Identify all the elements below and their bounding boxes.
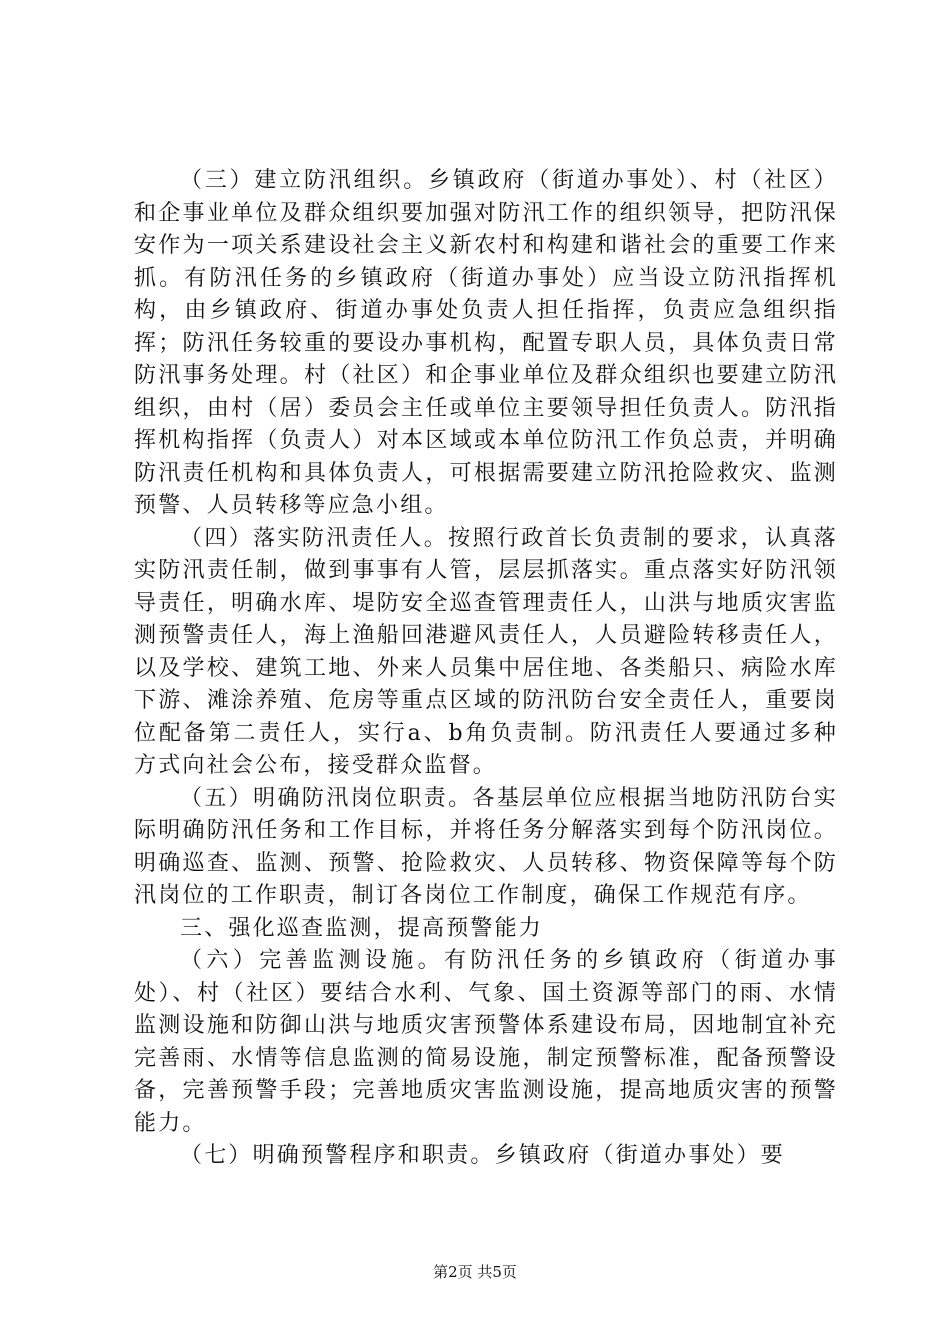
paragraph-6: （六）完善监测设施。有防汛任务的乡镇政府（街道办事处）、村（社区）要结合水利、气象、国土资源等部门的雨、水情监测设施和防御山洪与地质灾害预警体系建设布局，因地制宜补充完善雨、水情等信息监测的简易设施，制定预警标准，配备预警设备，完善预警手段；完善地质灾害监测设施，提高地质灾害的预警能力。 <box>134 948 838 1136</box>
section-heading: 三、强化巡查监测，提高预警能力 <box>180 915 544 941</box>
page-footer: 第2页 共5页 <box>433 1263 517 1281</box>
paragraph-3: （三）建立防汛组织。乡镇政府（街道办事处）、村（社区）和企事业单位及群众组织要加强对防汛工作的组织领导，把防汛保安作为一项关系建设社会主义新农村和构建和谐社会的重要工作来抓。有防汛任务的乡镇政府（街道办事处）应当设立防汛指挥机构，由乡镇政府、街道办事处负责人担任指挥，负责应急组织指挥；防汛任务较重的要设办事机构，配置专职人员，具体负责日常防汛事务处理。村（社区）和企事业单位及群众组织也要建立防汛组织，由村（居）委员会主任或单位主要领导担任负责人。防汛指挥机构指挥（负责人）对本区域或本单位防汛工作负总责，并明确防汛责任机构和具体负责人，可根据需要建立防汛抢险救灾、监测预警、人员转移等应急小组。 <box>134 168 838 518</box>
paragraph-5: （五）明确防汛岗位职责。各基层单位应根据当地防汛防台实际明确防汛任务和工作目标，并将任务分解落实到每个防汛岗位。明确巡查、监测、预警、抢险救灾、人员转移、物资保障等每个防汛岗位的工作职责，制订各岗位工作制度，确保工作规范有序。 <box>134 785 838 908</box>
paragraph-4: （四）落实防汛责任人。按照行政首长负责制的要求，认真落实防汛责任制，做到事事有人管，层层抓落实。重点落实好防汛领导责任，明确水库、堤防安全巡查管理责任人，山洪与地质灾害监测预警责任人，海上渔船回港避风责任人，人员避险转移责任人，以及学校、建筑工地、外来人员集中居住地、各类船只、病险水库下游、滩涂养殖、危房等重点区域的防汛防台安全责任人，重要岗位配备第二责任人，实行a、b角负责制。防汛责任人要通过多种方式向社会公布，接受群众监督。 <box>134 525 838 778</box>
document-body <box>134 165 838 1173</box>
paragraph-7: （七）明确预警程序和职责。乡镇政府（街道办事处）要 <box>180 1143 786 1168</box>
